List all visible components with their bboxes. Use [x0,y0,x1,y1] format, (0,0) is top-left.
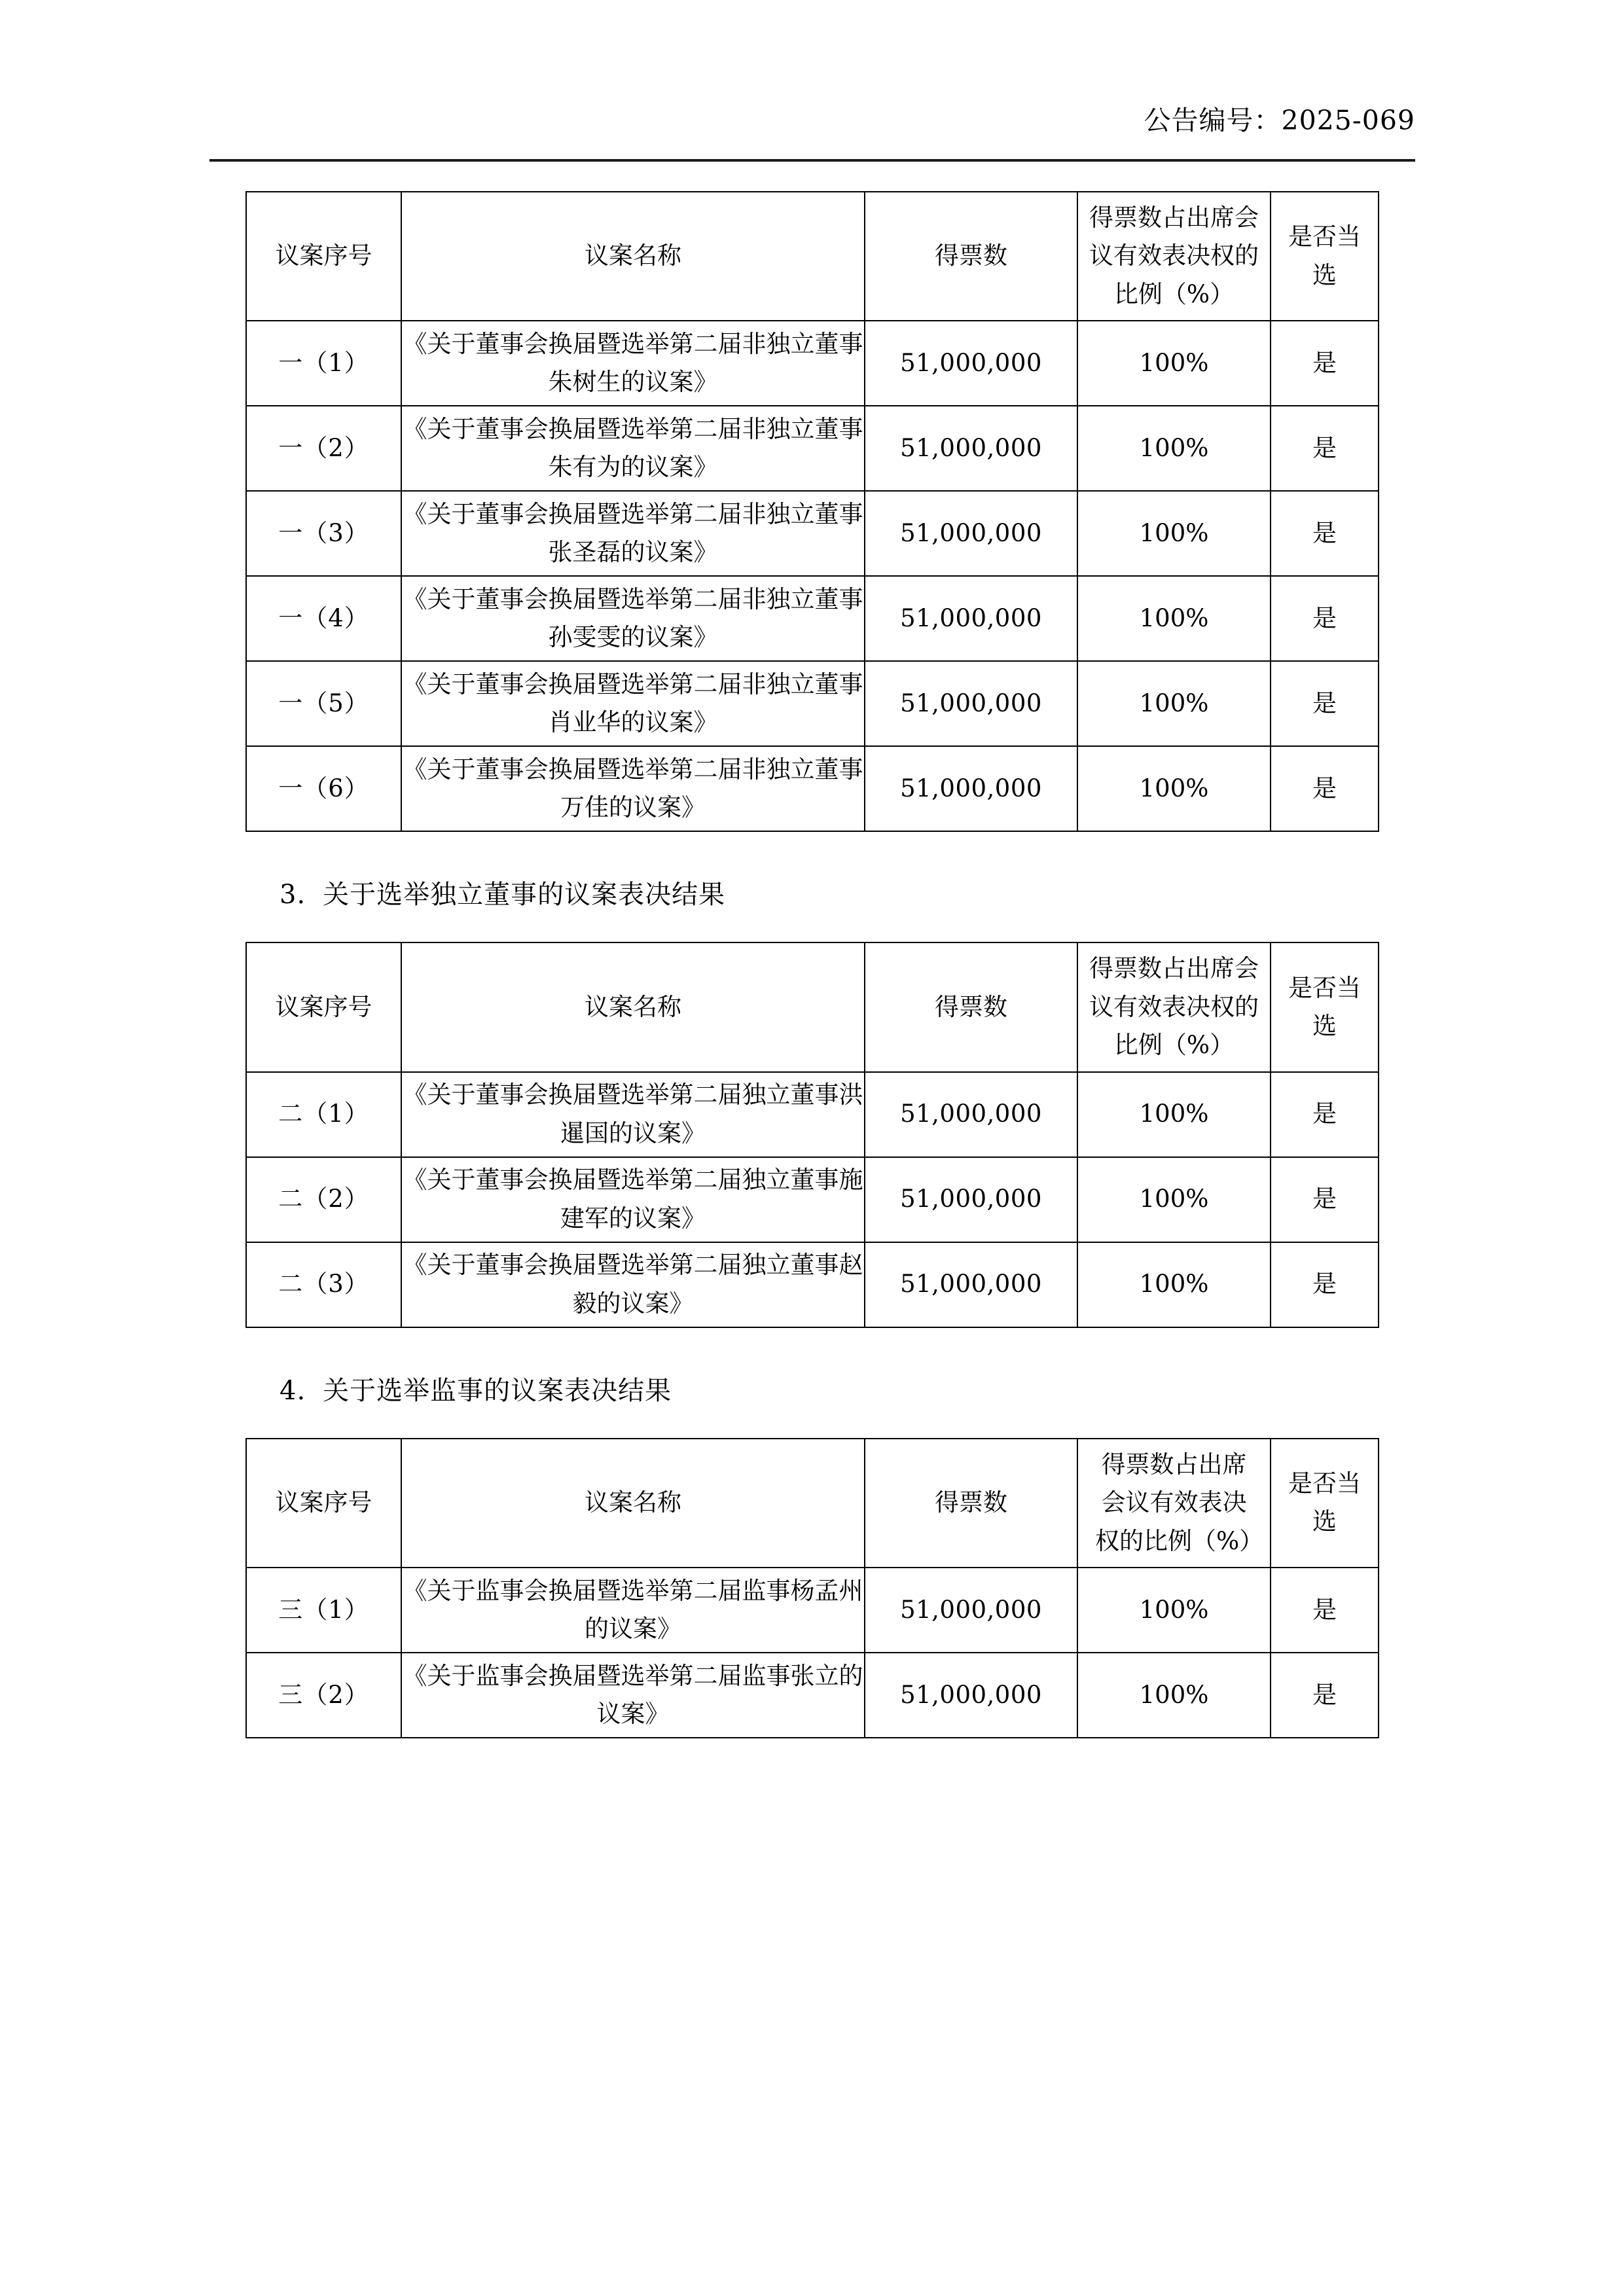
cell-proposal-name: 《关于董事会换届暨选举第二届非独立董事万佳的议案》 [401,746,865,831]
cell-vote-percentage: 100% [1077,406,1271,491]
cell-proposal-name: 《关于董事会换届暨选举第二届非独立董事朱有为的议案》 [401,406,865,491]
table-row [246,406,1379,491]
cell-vote-percentage: 100% [1077,661,1271,746]
cell-elected: 是 [1271,321,1379,406]
column-header-name [401,942,865,1071]
cell-elected: 是 [1271,1242,1379,1327]
cell-vote-percentage: 100% [1077,746,1271,831]
cell-votes: 51,000,000 [865,321,1077,406]
section-gap [245,832,1378,876]
section-gap [245,1328,1378,1372]
column-header-seq-label: 议案序号 [275,992,372,1021]
cell-elected: 是 [1271,1072,1379,1157]
section-heading-text: 关于选举监事的议案表决结果 [323,1375,672,1406]
column-header-pct-label: 得票数占出席会议有效表决权的比例（%） [1089,204,1259,308]
cell-proposal-seq: 三（1） [246,1568,401,1653]
cell-vote-percentage: 100% [1077,1653,1271,1738]
column-header-seq-label: 议案序号 [275,242,372,270]
cell-proposal-seq: 三（2） [246,1653,401,1738]
cell-elected: 是 [1271,746,1379,831]
document-content [245,191,1378,1738]
table-row [246,1653,1379,1738]
cell-vote-percentage: 100% [1077,1242,1271,1327]
table-row [246,576,1379,661]
column-header-elected [1271,1439,1379,1568]
cell-vote-percentage: 100% [1077,491,1271,576]
cell-elected: 是 [1271,1157,1379,1242]
cell-vote-percentage: 100% [1077,1157,1271,1242]
column-header-elected [1271,192,1379,321]
table-row [246,1157,1379,1242]
cell-votes: 51,000,000 [865,1072,1077,1157]
column-header-votes [865,1439,1077,1568]
table-row [246,1568,1379,1653]
section-heading [245,1372,1378,1409]
heading-gap [245,1409,1378,1438]
column-header-votes [865,192,1077,321]
table-row [246,1242,1379,1327]
column-header-name-label: 议案名称 [585,1488,681,1517]
cell-proposal-seq: 二（1） [246,1072,401,1157]
column-header-elected-label: 是否当选 [1288,223,1361,289]
cell-proposal-seq: 一（1） [246,321,401,406]
column-header-name [401,192,865,321]
column-header-pct [1077,192,1271,321]
section-heading-text: 关于选举独立董事的议案表决结果 [323,880,726,910]
column-header-seq [246,192,401,321]
table-header-row [246,942,1379,1071]
column-header-name-label: 议案名称 [585,242,681,270]
cell-votes: 51,000,000 [865,406,1077,491]
column-header-seq [246,942,401,1071]
column-header-name [401,1439,865,1568]
column-header-votes [865,942,1077,1071]
section-heading-number: 3. [280,880,306,910]
cell-proposal-seq: 二（3） [246,1242,401,1327]
cell-vote-percentage: 100% [1077,576,1271,661]
column-header-pct [1077,942,1271,1071]
cell-proposal-seq: 一（6） [246,746,401,831]
column-header-pct [1077,1439,1271,1568]
cell-votes: 51,000,000 [865,1157,1077,1242]
cell-proposal-seq: 一（3） [246,491,401,576]
cell-vote-percentage: 100% [1077,1568,1271,1653]
column-header-name-label: 议案名称 [585,992,681,1021]
cell-proposal-name: 《关于董事会换届暨选举第二届非独立董事肖业华的议案》 [401,661,865,746]
table-row [246,746,1379,831]
vote-results-table [245,942,1379,1327]
cell-proposal-name: 《关于董事会换届暨选举第二届独立董事施建军的议案》 [401,1157,865,1242]
cell-elected: 是 [1271,576,1379,661]
section-heading [245,876,1378,913]
cell-proposal-seq: 二（2） [246,1157,401,1242]
cell-proposal-seq: 一（4） [246,576,401,661]
cell-proposal-name: 《关于董事会换届暨选举第二届非独立董事朱树生的议案》 [401,321,865,406]
vote-results-table [245,191,1379,832]
cell-proposal-name: 《关于董事会换届暨选举第二届非独立董事张圣磊的议案》 [401,491,865,576]
cell-proposal-name: 《关于监事会换届暨选举第二届监事张立的议案》 [401,1653,865,1738]
cell-elected: 是 [1271,1568,1379,1653]
header-rule [209,159,1415,162]
column-header-elected-label: 是否当选 [1288,973,1361,1041]
column-header-pct-label: 得票数占出席会议有效表决权的比例（%） [1089,954,1259,1060]
cell-votes: 51,000,000 [865,1242,1077,1327]
table-row [246,491,1379,576]
cell-proposal-name: 《关于董事会换届暨选举第二届独立董事赵毅的议案》 [401,1242,865,1327]
cell-votes: 51,000,000 [865,491,1077,576]
cell-vote-percentage: 100% [1077,321,1271,406]
cell-elected: 是 [1271,406,1379,491]
column-header-seq-label: 议案序号 [275,1488,372,1517]
cell-proposal-name: 《关于董事会换届暨选举第二届独立董事洪暹国的议案》 [401,1072,865,1157]
cell-elected: 是 [1271,1653,1379,1738]
cell-votes: 51,000,000 [865,1653,1077,1738]
column-header-pct-label: 得票数占出席会议有效表决权的比例（%） [1095,1450,1264,1555]
table-row [246,321,1379,406]
vote-results-table [245,1438,1379,1738]
cell-votes: 51,000,000 [865,576,1077,661]
table-row [246,661,1379,746]
table-row [246,1072,1379,1157]
column-header-votes-label: 得票数 [935,992,1007,1021]
cell-proposal-name: 《关于监事会换届暨选举第二届监事杨孟州的议案》 [401,1568,865,1653]
cell-proposal-seq: 一（2） [246,406,401,491]
cell-votes: 51,000,000 [865,661,1077,746]
cell-vote-percentage: 100% [1077,1072,1271,1157]
cell-elected: 是 [1271,661,1379,746]
table-header-row [246,192,1379,321]
heading-gap [245,913,1378,942]
column-header-elected [1271,942,1379,1071]
column-header-votes-label: 得票数 [935,242,1007,270]
column-header-seq [246,1439,401,1568]
section-heading-number: 4. [280,1375,306,1406]
column-header-elected-label: 是否当选 [1288,1469,1361,1536]
cell-proposal-name: 《关于董事会换届暨选举第二届非独立董事孙雯雯的议案》 [401,576,865,661]
cell-proposal-seq: 一（5） [246,661,401,746]
cell-elected: 是 [1271,491,1379,576]
announcement-number: 公告编号：2025-069 [1144,105,1415,136]
table-header-row [246,1439,1379,1568]
column-header-votes-label: 得票数 [935,1488,1007,1517]
cell-votes: 51,000,000 [865,746,1077,831]
cell-votes: 51,000,000 [865,1568,1077,1653]
sections-container [245,191,1378,1738]
